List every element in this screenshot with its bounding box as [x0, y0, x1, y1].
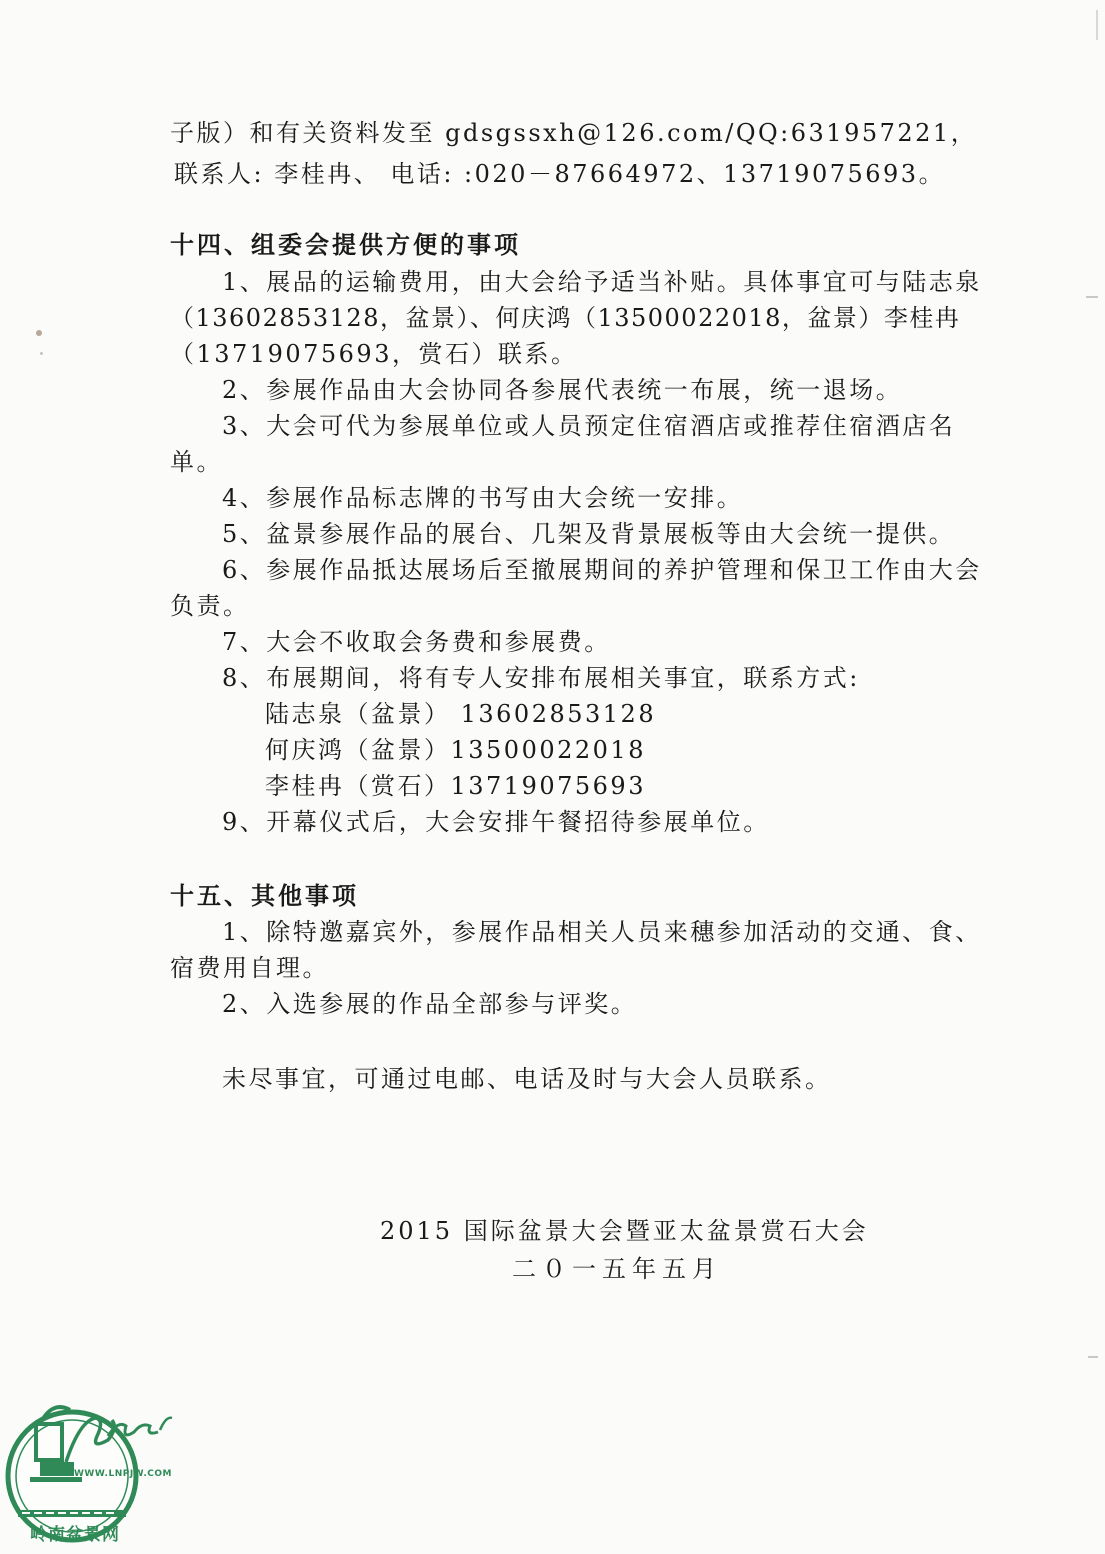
list-item-continuation: （13602853128，盆景）、何庆鸿（13500022018，盆景）李桂冉 [170, 304, 961, 332]
list-item: 5、盆景参展作品的展台、几架及背景展板等由大会统一提供。 [222, 520, 956, 548]
body-line: 子版）和有关资料发至 gdsgssxh@126.com/QQ:631957221， [170, 119, 978, 147]
list-item: 9、开幕仪式后，大会安排午餐招待参展单位。 [222, 808, 770, 836]
contact-entry: 李桂冉（赏石）13719075693 [265, 772, 646, 800]
list-item: 1、展品的运输费用，由大会给予适当补贴。具体事宜可与陆志泉 [222, 268, 982, 296]
signature-date: 二０一五年五月 [512, 1255, 722, 1283]
contact-entry: 陆志泉（盆景） 13602853128 [265, 700, 657, 728]
scan-mark [1086, 296, 1098, 298]
signature-organization: 2015 国际盆景大会暨亚太盆景赏石大会 [380, 1217, 869, 1245]
list-item: 1、除特邀嘉宾外，参展作品相关人员来穗参加活动的交通、食、 [222, 918, 982, 946]
list-item: 4、参展作品标志牌的书写由大会统一安排。 [222, 484, 744, 512]
closing-remark: 未尽事宜，可通过电邮、电话及时与大会人员联系。 [222, 1065, 832, 1093]
scan-mark [1088, 1356, 1098, 1358]
list-item-continuation: 负责。 [170, 592, 250, 620]
list-item-continuation: 单。 [170, 448, 223, 476]
list-item: 8、布展期间，将有专人安排布展相关事宜，联系方式: [222, 664, 860, 692]
watermark-url: WWW.LNPJW.COM [74, 1469, 173, 1479]
scan-speck [36, 330, 42, 336]
section-heading-14: 十四、组委会提供方便的事项 [170, 230, 521, 259]
scan-mark [1096, 10, 1098, 40]
list-item: 2、入选参展的作品全部参与评奖。 [222, 990, 638, 1018]
list-item-continuation: （13719075693，赏石）联系。 [170, 340, 578, 368]
section-heading-15: 十五、其他事项 [170, 881, 359, 910]
list-item: 7、大会不收取会务费和参展费。 [222, 628, 611, 656]
watermark-site-name: 岭南盆景网 [30, 1525, 120, 1545]
scan-speck [40, 352, 43, 355]
watermark-logo [0, 1380, 200, 1550]
list-item: 2、参展作品由大会协同各参展代表统一布展，统一退场。 [222, 376, 903, 404]
list-item: 6、参展作品抵达展场后至撤展期间的养护管理和保卫工作由大会 [222, 556, 982, 584]
list-item-continuation: 宿费用自理。 [170, 954, 329, 982]
contact-entry: 何庆鸿（盆景）13500022018 [265, 736, 646, 764]
contact-line: 联系人: 李桂冉、 电话: :020－87664972、13719075693。 [174, 160, 946, 188]
list-item: 3、大会可代为参展单位或人员预定住宿酒店或推荐住宿酒店名 [222, 412, 956, 440]
